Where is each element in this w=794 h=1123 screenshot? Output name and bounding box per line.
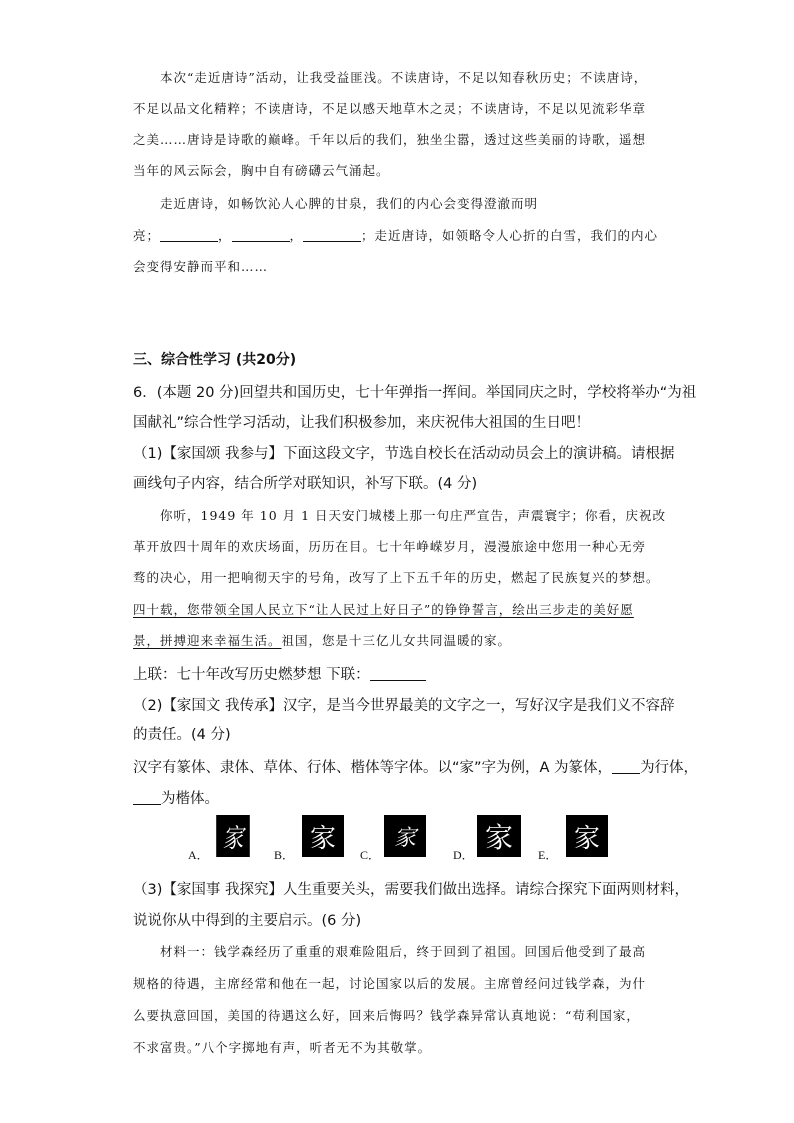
material-line-3: 么要执意回国，美国的待遇这么好，回来后悔吗？钱学森异常认真地说：“苟利国家， — [133, 1008, 640, 1023]
option-a[interactable] — [188, 815, 268, 863]
material-line-2: 规格的待遇，主席经常和他在一起，讨论国家以后的发展。主席曾经问过钱学森，为什 — [133, 976, 647, 991]
option-b-label: B． — [274, 848, 295, 862]
speech-line-5-rest: 祖国，您是十三亿儿女共同温暖的家。 — [281, 633, 512, 648]
section-heading: 三、综合性学习 (共20分) — [133, 352, 297, 368]
poem-line-4: 当年的风云际会，胸中自有磅礴云气涌起。 — [133, 163, 390, 178]
poem-blank-line — [133, 226, 658, 244]
blank-after-text: ；走近唐诗，如领略令人心折的白雪，我们的内心 — [361, 228, 659, 243]
option-d-label: D． — [453, 848, 474, 862]
speech-underlined-end: 景，拼搏迎来幸福生活。 — [133, 633, 282, 648]
answer-blank-kai[interactable] — [133, 792, 161, 805]
jia-glyph-e: 家 — [566, 815, 608, 857]
question-6-line-1: 6．(本题 20 分)回望共和国历史，七十年弹指一挥间。举国同庆之时，学校将举办“为祖 — [133, 385, 697, 401]
poem-line-2: 不足以品文化精粹；不读唐诗，不足以感天地草木之灵；不读唐诗，不足以见流彩华章 — [133, 101, 647, 116]
part-2-line-2: 的责任。(4 分) — [133, 727, 231, 743]
question-6-line-2: 国献礼”综合性学习活动，让我们积极参加，来庆祝伟大祖国的生日吧！ — [133, 415, 591, 431]
option-d[interactable] — [453, 815, 533, 863]
speech-line-3: 骛的决心，用一把响彻天宇的号角，改写了上下五千年的历史，燃起了民族复兴的梦想。 — [133, 570, 660, 585]
option-c[interactable] — [360, 815, 440, 863]
blank-line-start: 亮； — [133, 228, 161, 243]
blank-separator: ， — [289, 228, 304, 243]
answer-blank-1[interactable] — [160, 229, 218, 242]
poem-line-3: 之美……唐诗是诗歌的巅峰。千年以后的我们，独坐尘嚣，透过这些美丽的诗歌，遥想 — [133, 132, 647, 147]
part-3-line-2: 说说你从中得到的主要启示。(6 分) — [133, 913, 362, 929]
blank-separator: ， — [218, 228, 232, 243]
material-line-1: 材料一：钱学森经历了重重的艰难险阻后，终于回到了祖国。回国后他受到了最高 — [160, 944, 647, 959]
couplet-text: 上联：七十年改写历史燃梦想 下联： — [133, 667, 370, 683]
part-1-line-1: （1)【家国颂 我参与】下面这段文字，节选自校长在活动动员会上的演讲稿。请根据 — [133, 446, 675, 462]
option-e[interactable] — [538, 815, 618, 863]
couplet-answer-blank[interactable] — [370, 668, 426, 681]
speech-line-1: 你听，1949 年 10 月 1 日天安门城楼上那一句庄严宣告，声震寰宇；你看，庆祝改 — [160, 508, 667, 523]
speech-line-5 — [133, 631, 511, 649]
poem-line-1: 本次“走近唐诗”活动，让我受益匪浅。不读唐诗，不足以知春秋历史；不读唐诗， — [160, 70, 648, 85]
answer-blank-2[interactable] — [232, 229, 290, 242]
couplet-line — [133, 663, 426, 684]
speech-underlined-line: 四十载，您带领全国人民立下“让人民过上好日子”的铮铮誓言，绘出三步走的美好愿 — [133, 602, 634, 617]
part-2-line-3 — [133, 756, 698, 777]
cursive-jia-glyph: 家 — [384, 815, 426, 857]
part-3-line-1: （3)【家国事 我探究】人生重要关头，需要我们做出选择。请综合探究下面两则材料， — [133, 882, 689, 898]
part-2-line-1: （2)【家国文 我传承】汉字，是当今世界最美的文字之一，写好汉字是我们义不容辞 — [133, 698, 675, 714]
option-a-label: A． — [188, 848, 209, 862]
option-e-label: E． — [538, 848, 558, 862]
poem-line-5: 走近唐诗，如畅饮沁人心脾的甘泉，我们的内心会变得澄澈而明 — [160, 196, 539, 211]
poem-last-line: 会变得安静而平和…… — [133, 259, 269, 274]
jia-glyph-b: 家 — [302, 815, 344, 857]
part-1-line-2: 画线句子内容，结合所学对联知识，补写下联。(4 分) — [133, 476, 478, 492]
jia-glyph-d: 家 — [477, 815, 521, 857]
speech-line-2: 革开放四十周年的欢庆场面，历历在目。七十年峥嵘岁月，漫漫旅途中您用一种心无旁 — [133, 539, 647, 554]
seal-script-jia-glyph: 家 — [216, 815, 250, 857]
option-c-label: C． — [360, 848, 381, 862]
part-2-line-4-text: 为楷体。 — [161, 791, 219, 807]
option-b[interactable] — [274, 815, 354, 863]
part-2-line-3-end: 为行体， — [640, 760, 699, 776]
part-2-line-4 — [133, 787, 219, 808]
answer-blank-xing[interactable] — [612, 761, 640, 774]
material-line-4: 不求富贵。”八个字掷地有声，听者无不为其敬掌。 — [133, 1040, 432, 1055]
answer-blank-3[interactable] — [303, 229, 361, 242]
part-2-line-3-text: 汉字有篆体、隶体、草体、行体、楷体等字体。以“家”字为例，A 为篆体， — [133, 760, 613, 776]
